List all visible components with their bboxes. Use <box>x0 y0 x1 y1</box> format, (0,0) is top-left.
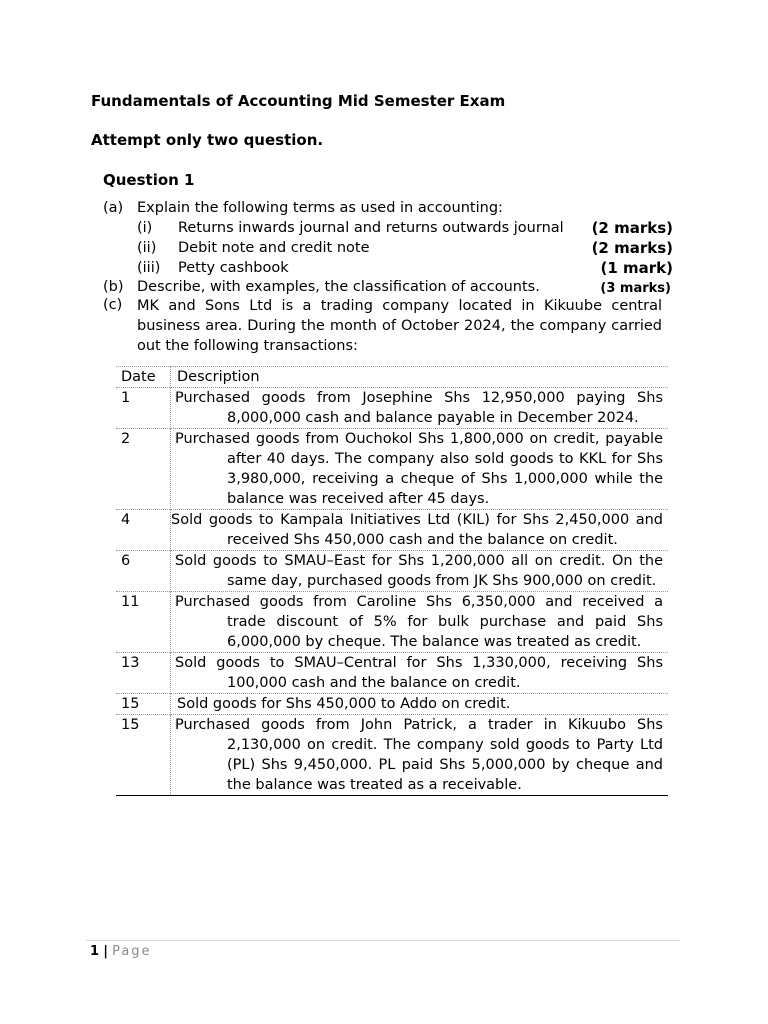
row-date: 15 <box>116 715 171 796</box>
item-b-marks: (3 marks) <box>600 281 671 296</box>
row-date: 11 <box>116 592 171 653</box>
row-description: Purchased goods from Caroline Shs 6,350,000 and received a trade discount of 5% for bulk purchase and paid Shs 6,000,000 by cheque. The balance was treated as credit. <box>171 592 669 653</box>
item-b-text: Describe, with examples, the classification of accounts. <box>137 279 540 295</box>
row-date: 1 <box>116 388 171 429</box>
item-a-iii-label: (iii) <box>137 260 161 276</box>
item-a-i-text: Returns inwards journal and returns outwards journal <box>178 220 564 236</box>
item-a-ii-marks: (2 marks) <box>591 239 673 257</box>
item-a-label: (a) <box>103 200 124 216</box>
table-row <box>116 653 668 694</box>
row-description: Purchased goods from Josephine Shs 12,950,000 paying Shs 8,000,000 cash and balance payable in December 2024. <box>171 388 669 429</box>
exam-instruction: Attempt only two question. <box>91 131 324 149</box>
item-a-iii-text: Petty cashbook <box>178 260 289 276</box>
transactions-table <box>116 366 668 796</box>
page-label: Page <box>112 944 152 959</box>
footer-separator: | <box>103 944 108 959</box>
table-row <box>116 592 668 653</box>
item-a-i-label: (i) <box>137 220 153 236</box>
row-date: 4 <box>116 510 171 551</box>
row-description: Sold goods for Shs 450,000 to Addo on credit. <box>171 694 669 715</box>
row-description: Sold goods to SMAU–East for Shs 1,200,000 all on credit. On the same day, purchased goods from JK Shs 900,000 on credit. <box>171 551 669 592</box>
table-row <box>116 388 668 429</box>
item-b-label: (b) <box>103 279 124 295</box>
row-date: 6 <box>116 551 171 592</box>
footer-divider <box>86 940 680 941</box>
table-row <box>116 510 668 551</box>
item-c-text: MK and Sons Ltd is a trading company located in Kikuube central business area. During the month of October 2024, the company carried out the following transactions: <box>137 298 662 354</box>
page-footer <box>90 944 152 959</box>
item-a-ii-text: Debit note and credit note <box>178 240 370 256</box>
header-date: Date <box>116 367 171 388</box>
row-date: 13 <box>116 653 171 694</box>
header-description: Description <box>171 367 669 388</box>
item-a-i-marks: (2 marks) <box>591 219 673 237</box>
item-a-text: Explain the following terms as used in accounting: <box>137 200 503 216</box>
table-row <box>116 551 668 592</box>
table-row <box>116 694 668 715</box>
item-a-ii-label: (ii) <box>137 240 157 256</box>
page-number: 1 <box>90 944 100 959</box>
question-heading: Question 1 <box>103 171 195 189</box>
table-header-row <box>116 367 668 388</box>
row-description: Sold goods to Kampala Initiatives Ltd (KIL) for Shs 2,450,000 and received Shs 450,000 cash and the balance on credit. <box>171 510 669 551</box>
table-row <box>116 715 668 796</box>
exam-title: Fundamentals of Accounting Mid Semester Exam <box>91 92 506 110</box>
row-date: 2 <box>116 429 171 510</box>
row-description: Purchased goods from Ouchokol Shs 1,800,000 on credit, payable after 40 days. The company also sold goods to KKL for Shs 3,980,000, receiving a cheque of Shs 1,000,000 while the balance was received after 45 days. <box>171 429 669 510</box>
item-a-iii-marks: (1 mark) <box>600 259 673 277</box>
item-c-label: (c) <box>103 297 123 313</box>
table-row <box>116 429 668 510</box>
row-description: Sold goods to SMAU–Central for Shs 1,330,000, receiving Shs 100,000 cash and the balance on credit. <box>171 653 669 694</box>
row-description: Purchased goods from John Patrick, a trader in Kikuubo Shs 2,130,000 on credit. The company sold goods to Party Ltd (PL) Shs 9,450,000. PL paid Shs 5,000,000 by cheque and the balance was treated as a receivable. <box>171 715 669 796</box>
row-date: 15 <box>116 694 171 715</box>
